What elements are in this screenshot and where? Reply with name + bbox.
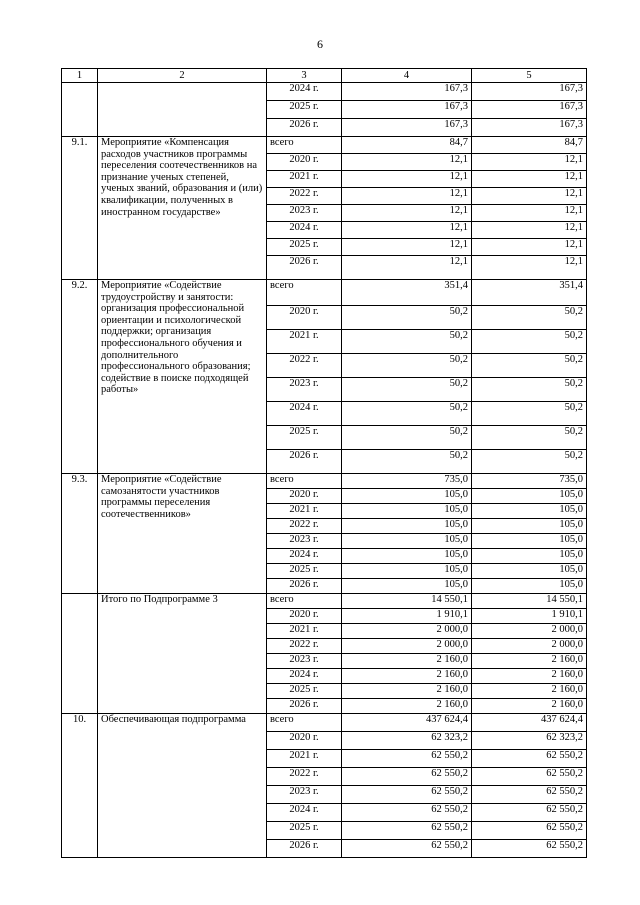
value-cell-col5: 105,0 xyxy=(472,564,587,579)
value-cell-col5: 2 160,0 xyxy=(472,699,587,714)
period-cell: 2023 г. xyxy=(267,378,342,402)
period-cell: 2024 г. xyxy=(267,402,342,426)
value-cell-col4: 105,0 xyxy=(342,579,472,594)
value-cell-col5: 84,7 xyxy=(472,137,587,154)
item-description xyxy=(98,83,267,137)
value-cell-col4: 105,0 xyxy=(342,549,472,564)
value-cell-col4: 12,1 xyxy=(342,188,472,205)
period-cell: 2020 г. xyxy=(267,489,342,504)
value-cell-col5: 167,3 xyxy=(472,83,587,101)
table-row xyxy=(62,83,587,101)
value-cell-col4: 50,2 xyxy=(342,306,472,330)
value-cell-col5: 14 550,1 xyxy=(472,594,587,609)
value-cell-col4: 2 000,0 xyxy=(342,624,472,639)
item-number: 9.1. xyxy=(62,137,98,280)
page-number: 6 xyxy=(317,37,323,51)
item-description: Обеспечивающая подпрограмма xyxy=(98,714,267,858)
value-cell-col4: 2 160,0 xyxy=(342,669,472,684)
value-cell-col5: 2 000,0 xyxy=(472,639,587,654)
period-cell: 2024 г. xyxy=(267,549,342,564)
item-number: 10. xyxy=(62,714,98,858)
period-cell: 2026 г. xyxy=(267,579,342,594)
period-cell: 2026 г. xyxy=(267,119,342,137)
value-cell-col4: 12,1 xyxy=(342,154,472,171)
value-cell-col4: 50,2 xyxy=(342,330,472,354)
period-cell: 2025 г. xyxy=(267,101,342,119)
value-cell-col5: 105,0 xyxy=(472,519,587,534)
value-cell-col4: 105,0 xyxy=(342,489,472,504)
value-cell-col5: 735,0 xyxy=(472,474,587,489)
period-cell: 2022 г. xyxy=(267,354,342,378)
period-cell: 2021 г. xyxy=(267,624,342,639)
value-cell-col4: 50,2 xyxy=(342,402,472,426)
value-cell-col4: 2 160,0 xyxy=(342,699,472,714)
period-cell: 2025 г. xyxy=(267,564,342,579)
value-cell-col5: 50,2 xyxy=(472,378,587,402)
header-cell: 3 xyxy=(267,69,342,83)
value-cell-col5: 1 910,1 xyxy=(472,609,587,624)
value-cell-col4: 62 323,2 xyxy=(342,732,472,750)
value-cell-col5: 2 000,0 xyxy=(472,624,587,639)
value-cell-col4: 105,0 xyxy=(342,534,472,549)
period-cell: 2025 г. xyxy=(267,684,342,699)
value-cell-col4: 437 624,4 xyxy=(342,714,472,732)
header-cell: 1 xyxy=(62,69,98,83)
value-cell-col5: 351,4 xyxy=(472,280,587,306)
value-cell-col4: 167,3 xyxy=(342,83,472,101)
header-cell: 2 xyxy=(98,69,267,83)
value-cell-col5: 12,1 xyxy=(472,154,587,171)
value-cell-col4: 105,0 xyxy=(342,519,472,534)
value-cell-col4: 62 550,2 xyxy=(342,768,472,786)
value-cell-col4: 12,1 xyxy=(342,171,472,188)
period-cell: 2026 г. xyxy=(267,840,342,858)
header-row xyxy=(62,69,587,83)
value-cell-col4: 167,3 xyxy=(342,101,472,119)
value-cell-col5: 50,2 xyxy=(472,354,587,378)
period-cell: 2025 г. xyxy=(267,822,342,840)
value-cell-col5: 2 160,0 xyxy=(472,669,587,684)
value-cell-col4: 105,0 xyxy=(342,564,472,579)
value-cell-col5: 50,2 xyxy=(472,450,587,474)
value-cell-col5: 50,2 xyxy=(472,306,587,330)
value-cell-col5: 12,1 xyxy=(472,171,587,188)
value-cell-col5: 167,3 xyxy=(472,101,587,119)
period-cell: 2021 г. xyxy=(267,750,342,768)
item-number xyxy=(62,594,98,714)
period-cell: 2021 г. xyxy=(267,504,342,519)
value-cell-col4: 50,2 xyxy=(342,378,472,402)
item-number xyxy=(62,83,98,137)
value-cell-col4: 14 550,1 xyxy=(342,594,472,609)
period-cell: 2025 г. xyxy=(267,426,342,450)
value-cell-col4: 12,1 xyxy=(342,222,472,239)
value-cell-col4: 12,1 xyxy=(342,239,472,256)
value-cell-col5: 2 160,0 xyxy=(472,654,587,669)
value-cell-col4: 1 910,1 xyxy=(342,609,472,624)
period-cell: 2020 г. xyxy=(267,732,342,750)
item-number: 9.2. xyxy=(62,280,98,474)
period-cell: 2021 г. xyxy=(267,171,342,188)
value-cell-col5: 62 550,2 xyxy=(472,768,587,786)
item-description: Итого по Подпрограмме 3 xyxy=(98,594,267,714)
period-cell: 2026 г. xyxy=(267,699,342,714)
value-cell-col4: 351,4 xyxy=(342,280,472,306)
value-cell-col4: 62 550,2 xyxy=(342,840,472,858)
value-cell-col5: 167,3 xyxy=(472,119,587,137)
value-cell-col4: 50,2 xyxy=(342,426,472,450)
period-cell: 2022 г. xyxy=(267,639,342,654)
period-cell: 2026 г. xyxy=(267,450,342,474)
period-cell: всего xyxy=(267,474,342,489)
period-cell: 2024 г. xyxy=(267,669,342,684)
period-cell: 2024 г. xyxy=(267,222,342,239)
value-cell-col4: 62 550,2 xyxy=(342,804,472,822)
value-cell-col5: 105,0 xyxy=(472,579,587,594)
header-cell: 4 xyxy=(342,69,472,83)
value-cell-col5: 62 550,2 xyxy=(472,750,587,768)
value-cell-col5: 62 550,2 xyxy=(472,786,587,804)
period-cell: 2025 г. xyxy=(267,239,342,256)
header-cell: 5 xyxy=(472,69,587,83)
value-cell-col4: 2 160,0 xyxy=(342,654,472,669)
period-cell: 2024 г. xyxy=(267,804,342,822)
value-cell-col4: 12,1 xyxy=(342,256,472,280)
value-cell-col4: 84,7 xyxy=(342,137,472,154)
period-cell: 2020 г. xyxy=(267,609,342,624)
value-cell-col4: 62 550,2 xyxy=(342,822,472,840)
period-cell: 2023 г. xyxy=(267,205,342,222)
value-cell-col5: 50,2 xyxy=(472,426,587,450)
value-cell-col5: 50,2 xyxy=(472,402,587,426)
value-cell-col5: 105,0 xyxy=(472,534,587,549)
period-cell: 2020 г. xyxy=(267,154,342,171)
period-cell: всего xyxy=(267,594,342,609)
value-cell-col5: 50,2 xyxy=(472,330,587,354)
period-cell: 2023 г. xyxy=(267,654,342,669)
table-row xyxy=(62,714,587,732)
value-cell-col4: 2 000,0 xyxy=(342,639,472,654)
value-cell-col5: 12,1 xyxy=(472,256,587,280)
budget-table xyxy=(61,68,587,858)
value-cell-col5: 2 160,0 xyxy=(472,684,587,699)
value-cell-col4: 50,2 xyxy=(342,354,472,378)
period-cell: 2020 г. xyxy=(267,306,342,330)
period-cell: 2026 г. xyxy=(267,256,342,280)
value-cell-col5: 62 550,2 xyxy=(472,822,587,840)
value-cell-col4: 62 550,2 xyxy=(342,786,472,804)
value-cell-col4: 12,1 xyxy=(342,205,472,222)
table-row xyxy=(62,137,587,154)
value-cell-col5: 105,0 xyxy=(472,489,587,504)
value-cell-col5: 62 323,2 xyxy=(472,732,587,750)
period-cell: 2022 г. xyxy=(267,768,342,786)
item-description: Мероприятие «Содействие самозанятости участников программы переселения соотечественников» xyxy=(98,474,267,594)
value-cell-col4: 735,0 xyxy=(342,474,472,489)
period-cell: всего xyxy=(267,280,342,306)
value-cell-col4: 50,2 xyxy=(342,450,472,474)
period-cell: всего xyxy=(267,714,342,732)
period-cell: 2021 г. xyxy=(267,330,342,354)
item-description: Мероприятие «Содействие трудоустройству и занятости: организация профессиональной ориентации и психологической поддержки; организация профессионального обучения и дополнительного профессионального образования; содействие в поиске подходящей работы» xyxy=(98,280,267,474)
value-cell-col4: 62 550,2 xyxy=(342,750,472,768)
value-cell-col4: 2 160,0 xyxy=(342,684,472,699)
value-cell-col5: 12,1 xyxy=(472,205,587,222)
value-cell-col5: 105,0 xyxy=(472,504,587,519)
value-cell-col4: 105,0 xyxy=(342,504,472,519)
value-cell-col5: 12,1 xyxy=(472,188,587,205)
period-cell: 2022 г. xyxy=(267,519,342,534)
item-description: Мероприятие «Компенсация расходов участников программы переселения соотечественников на признание ученых степеней, ученых званий, образования и (или) квалификации, полученных в иностранном государстве» xyxy=(98,137,267,280)
value-cell-col5: 437 624,4 xyxy=(472,714,587,732)
value-cell-col4: 167,3 xyxy=(342,119,472,137)
table-row xyxy=(62,594,587,609)
item-number: 9.3. xyxy=(62,474,98,594)
value-cell-col5: 12,1 xyxy=(472,222,587,239)
table-row xyxy=(62,280,587,306)
period-cell: 2023 г. xyxy=(267,534,342,549)
value-cell-col5: 12,1 xyxy=(472,239,587,256)
value-cell-col5: 62 550,2 xyxy=(472,840,587,858)
table-row xyxy=(62,474,587,489)
period-cell: 2023 г. xyxy=(267,786,342,804)
period-cell: всего xyxy=(267,137,342,154)
period-cell: 2022 г. xyxy=(267,188,342,205)
value-cell-col5: 62 550,2 xyxy=(472,804,587,822)
period-cell: 2024 г. xyxy=(267,83,342,101)
value-cell-col5: 105,0 xyxy=(472,549,587,564)
